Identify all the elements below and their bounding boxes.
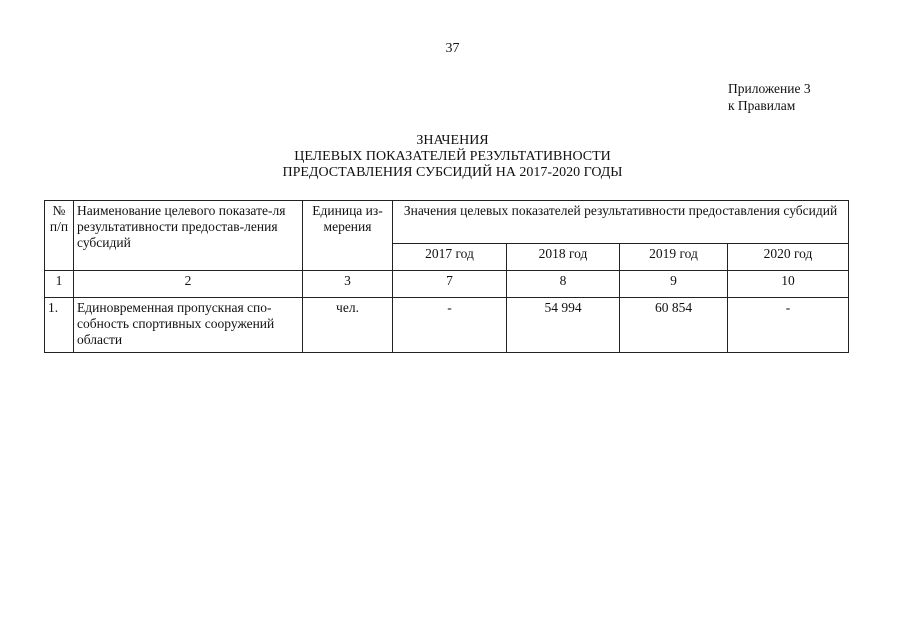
row-value-2017: - xyxy=(393,298,507,353)
column-number-row xyxy=(45,271,849,298)
appendix-note xyxy=(728,80,811,114)
header-year-2020: 2020 год xyxy=(728,244,849,271)
header-name: Наименование целевого показате-ля результативности предостав-ления субсидий xyxy=(74,201,303,271)
column-number: 9 xyxy=(620,271,728,298)
column-number: 2 xyxy=(74,271,303,298)
appendix-line-2: к Правилам xyxy=(728,98,796,113)
row-value-2019: 60 854 xyxy=(620,298,728,353)
title-line-2: ЦЕЛЕВЫХ ПОКАЗАТЕЛЕЙ РЕЗУЛЬТАТИВНОСТИ xyxy=(294,149,611,164)
title-line-3: ПРЕДОСТАВЛЕНИЯ СУБСИДИЙ НА 2017-2020 ГОДЫ xyxy=(282,165,623,180)
row-name: Единовременная пропускная спо-собность спортивных сооружений области xyxy=(74,298,303,353)
column-number: 7 xyxy=(393,271,507,298)
header-year-2019: 2019 год xyxy=(620,244,728,271)
column-number: 8 xyxy=(507,271,620,298)
page-number: 37 xyxy=(445,41,460,56)
column-number: 3 xyxy=(303,271,393,298)
row-unit: чел. xyxy=(303,298,393,353)
header-values: Значения целевых показателей результативности предоставления субсидий xyxy=(393,201,849,244)
indicators-table xyxy=(44,200,849,353)
column-number: 10 xyxy=(728,271,849,298)
header-num: № п/п xyxy=(45,201,74,271)
column-number: 1 xyxy=(45,271,74,298)
header-year-2018: 2018 год xyxy=(507,244,620,271)
table-row xyxy=(45,298,849,353)
document-title xyxy=(0,133,905,181)
row-value-2018: 54 994 xyxy=(507,298,620,353)
row-value-2020: - xyxy=(728,298,849,353)
header-year-2017: 2017 год xyxy=(393,244,507,271)
title-line-1: ЗНАЧЕНИЯ xyxy=(416,133,489,148)
header-unit: Единица из-мерения xyxy=(303,201,393,271)
row-num: 1. xyxy=(45,298,74,353)
appendix-line-1: Приложение 3 xyxy=(728,81,811,96)
